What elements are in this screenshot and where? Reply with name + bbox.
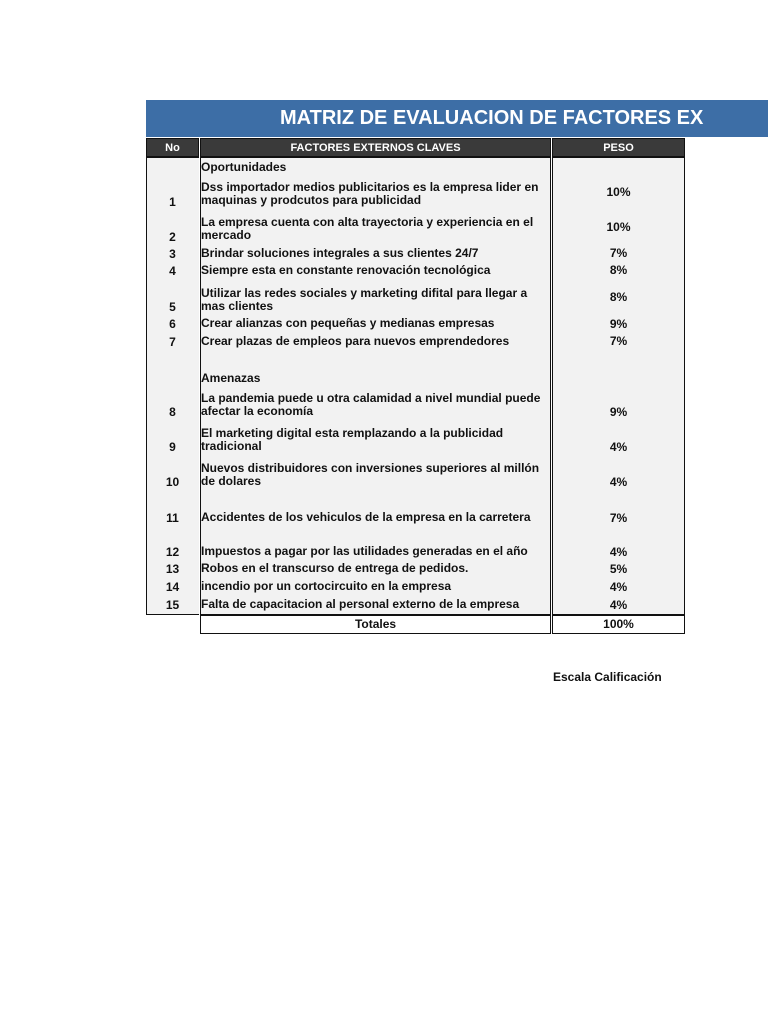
factor-text: La empresa cuenta con alta trayectoria y experiencia en el mercado — [201, 215, 534, 242]
factor-text: Brindar soluciones integrales a sus clientes 24/7 — [201, 246, 479, 260]
factor-text: Utilizar las redes sociales y marketing difital para llegar a mas clientes — [201, 286, 528, 313]
totals-value: 100% — [552, 615, 685, 634]
row-number: 8 — [169, 405, 176, 419]
row-number: 12 — [165, 545, 180, 559]
peso-value: 10% — [606, 220, 631, 234]
row-number: 15 — [165, 598, 180, 612]
factor-text: El marketing digital esta remplazando a la publicidad tradicional — [201, 426, 504, 453]
section-amenazas: Amenazas — [201, 371, 261, 385]
factor-text: Accidentes de los vehiculos de la empresa en la carretera — [201, 510, 531, 524]
row-number: 13 — [165, 562, 180, 576]
escala-calificacion-label: Escala Calificación — [553, 670, 662, 684]
matrix-title: MATRIZ DE EVALUACION DE FACTORES EX — [146, 100, 768, 137]
peso-value: 4% — [609, 598, 628, 612]
row-number: 10 — [165, 475, 180, 489]
peso-value: 7% — [609, 246, 628, 260]
row-number: 3 — [169, 247, 176, 261]
peso-value: 9% — [609, 405, 628, 419]
row-number: 6 — [169, 317, 176, 331]
row-number: 1 — [169, 195, 176, 209]
factor-text: Dss importador medios publicitarios es la empresa lider en maquinas y prodcutos para publicidad — [201, 180, 539, 207]
totals-label: Totales — [200, 615, 551, 634]
factor-text: Falta de capacitacion al personal externo de la empresa — [201, 597, 520, 611]
peso-value: 10% — [606, 185, 631, 199]
header-peso: PESO — [552, 138, 685, 157]
peso-value: 8% — [609, 263, 628, 277]
factor-text: incendio por un cortocircuito en la empresa — [201, 579, 452, 593]
peso-value: 4% — [609, 475, 628, 489]
peso-value: 9% — [609, 317, 628, 331]
row-number: 2 — [169, 230, 176, 244]
row-number: 7 — [169, 335, 176, 349]
row-number: 14 — [165, 580, 180, 594]
factor-text: La pandemia puede u otra calamidad a nivel mundial puede afectar la economía — [201, 391, 541, 418]
row-number: 11 — [166, 511, 179, 525]
section-oportunidades: Oportunidades — [201, 160, 287, 174]
factor-text: Impuestos a pagar por las utilidades generadas en el año — [201, 544, 528, 558]
factor-text: Siempre esta en constante renovación tecnológica — [201, 263, 491, 277]
peso-value: 4% — [609, 580, 628, 594]
peso-value: 8% — [609, 290, 628, 304]
factor-text: Robos en el transcurso de entrega de pedidos. — [201, 561, 469, 575]
factor-text: Nuevos distribuidores con inversiones superiores al millón de dolares — [201, 461, 540, 488]
header-factores: FACTORES EXTERNOS CLAVES — [200, 138, 551, 157]
row-number: 9 — [169, 440, 176, 454]
peso-value: 4% — [609, 440, 628, 454]
factor-text: Crear alianzas con pequeñas y medianas empresas — [201, 316, 495, 330]
peso-value: 7% — [609, 334, 628, 348]
header-no: No — [146, 138, 199, 157]
peso-value: 7% — [609, 511, 628, 525]
row-number: 5 — [169, 300, 176, 314]
row-number: 4 — [169, 264, 176, 278]
peso-value: 4% — [609, 545, 628, 559]
peso-value: 5% — [609, 562, 628, 576]
factor-text: Crear plazas de empleos para nuevos emprendedores — [201, 334, 510, 348]
